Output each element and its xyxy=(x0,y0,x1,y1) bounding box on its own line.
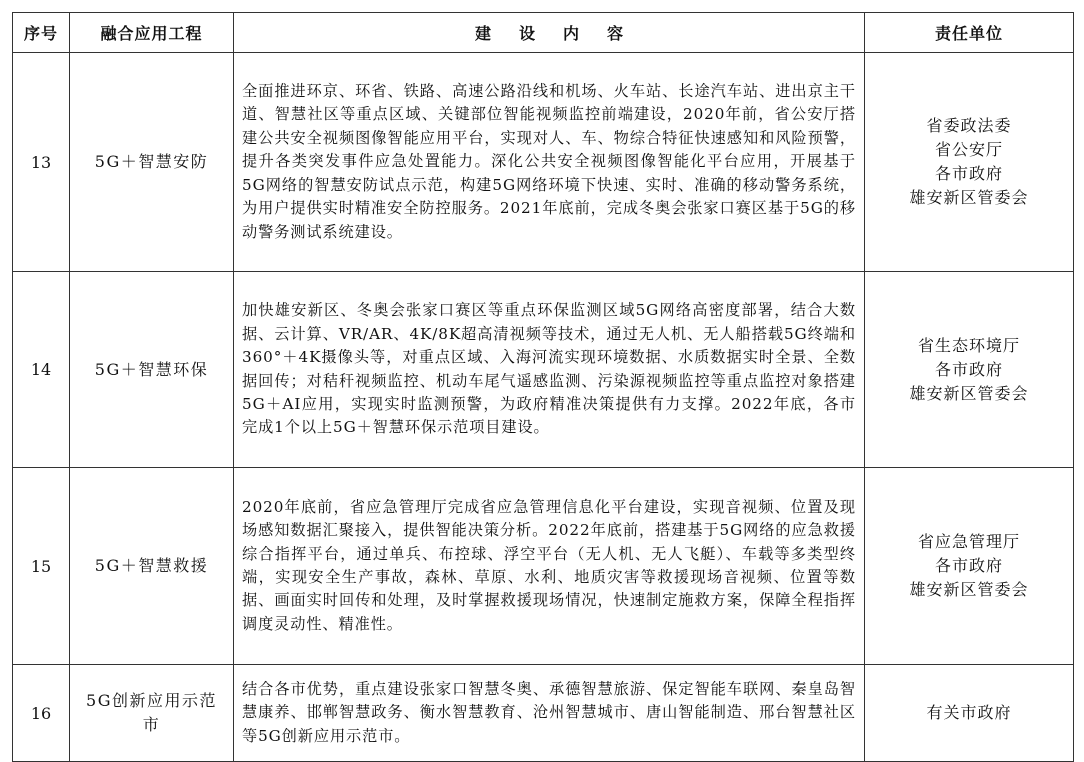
responsible-unit: 各市政府 xyxy=(934,556,1003,575)
row-seq: 14 xyxy=(13,272,70,468)
header-project: 融合应用工程 xyxy=(70,13,234,53)
row-project: 5G＋智慧安防 xyxy=(70,53,234,272)
responsible-unit: 各市政府 xyxy=(934,359,1003,379)
responsible-unit: 雄安新区管委会 xyxy=(909,383,1029,403)
row-content: 2020年底前，省应急管理厅完成省应急管理信息化平台建设，实现音视频、位置及现场感知数据汇聚接入，提供智能决策分析。2022年底前，搭建基于5G网络的应急救援综合指挥平台，通过单兵、布控球、浮空平台（无人机、无人飞艇）、车载等多类型终端，实现安全生产事故，森林、草原、水利、地质灾害等救援现场音视频、位置等数据、画面实时回传和处理，及时掌握救援现场情况，快速制定施救方案，保障全程指挥调度灵动性、精准性。 xyxy=(234,468,865,665)
responsible-unit: 雄安新区管委会 xyxy=(909,188,1029,207)
row-project: 5G＋智慧救援 xyxy=(70,468,234,665)
row-project: 5G创新应用示范市 xyxy=(70,665,234,762)
row-seq: 15 xyxy=(13,468,70,665)
table-row xyxy=(13,272,1074,468)
row-content: 全面推进环京、环省、铁路、高速公路沿线和机场、火车站、长途汽车站、进出京主干道、智慧社区等重点区域、关键部位智能视频监控前端建设，2020年前，省公安厅搭建公共安全视频图像智能应用平台，实现对人、车、物综合特征快速感知和风险预警，提升各类突发事件应急处置能力。深化公共安全视频图像智能化平台应用，开展基于5G网络的智慧安防试点示范，构建5G网络环境下快速、实时、准确的移动警务系统，为用户提供实时精准安全防控服务。2021年底前，完成冬奥会张家口赛区基于5G的移动警务测试系统建设。 xyxy=(234,53,865,272)
row-responsible xyxy=(865,53,1074,272)
row-responsible xyxy=(865,272,1074,468)
row-seq: 13 xyxy=(13,53,70,272)
row-content: 结合各市优势，重点建设张家口智慧冬奥、承德智慧旅游、保定智能车联网、秦皇岛智慧康养、邯郸智慧政务、衡水智慧教育、沧州智慧城市、唐山智能制造、邢台智慧社区等5G创新应用示范市。 xyxy=(234,665,865,762)
responsible-unit: 雄安新区管委会 xyxy=(909,580,1029,599)
row-seq: 16 xyxy=(13,665,70,762)
table-row xyxy=(13,468,1074,665)
header-content: 建设内容 xyxy=(234,13,865,53)
header-seq: 序号 xyxy=(13,13,70,53)
responsible-unit: 省公安厅 xyxy=(934,140,1003,159)
row-content: 加快雄安新区、冬奥会张家口赛区等重点环保监测区域5G网络高密度部署，结合大数据、云计算、VR/AR、4K/8K超高清视频等技术，通过无人机、无人船搭载5G终端和360°＋4K摄像头等，对重点区域、入海河流实现环境数据、水质数据实时全景、全数据回传；对秸秆视频监控、机动车尾气遥感监测、污染源视频监控等重点监控对象搭建5G＋AI应用，实现实时监测预警，为政府精准决策提供有力支撑。2022年底，各市完成1个以上5G＋智慧环保示范项目建设。 xyxy=(234,272,865,468)
responsible-unit: 省生态环境厅 xyxy=(917,335,1020,355)
construction-table-container xyxy=(12,12,1073,762)
construction-table xyxy=(12,12,1074,762)
responsible-unit: 省应急管理厅 xyxy=(917,532,1020,551)
responsible-unit: 各市政府 xyxy=(934,164,1003,183)
table-header-row xyxy=(13,13,1074,53)
responsible-unit: 有关市政府 xyxy=(926,703,1012,722)
responsible-unit: 省委政法委 xyxy=(926,116,1012,135)
table-row xyxy=(13,53,1074,272)
row-project: 5G＋智慧环保 xyxy=(70,272,234,468)
row-responsible xyxy=(865,468,1074,665)
header-responsible: 责任单位 xyxy=(865,13,1074,53)
